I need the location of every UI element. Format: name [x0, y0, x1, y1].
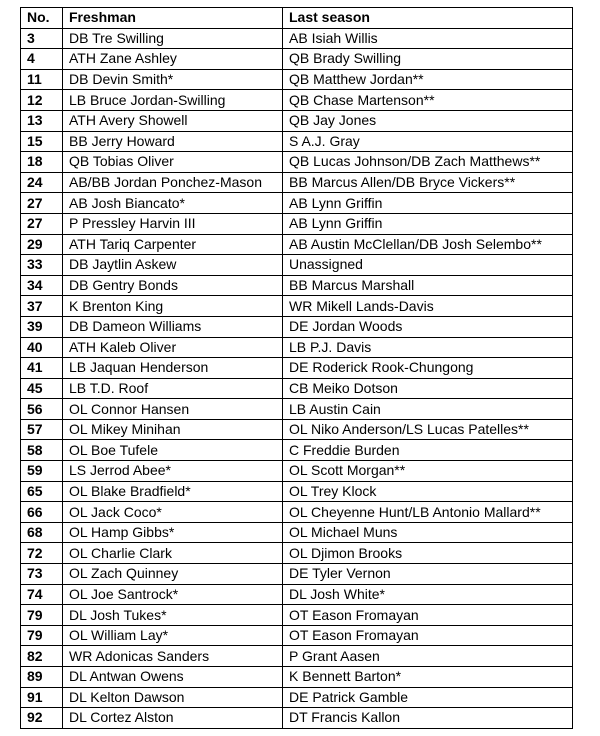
last-season-cell: DL Josh White* [283, 584, 573, 605]
jersey-number-cell: 57 [21, 419, 63, 440]
last-season-cell: CB Meiko Dotson [283, 378, 573, 399]
freshman-cell: LB Jaquan Henderson [63, 358, 283, 379]
freshman-cell: DB Jaytlin Askew [63, 255, 283, 276]
last-season-cell: OL Cheyenne Hunt/LB Antonio Mallard** [283, 502, 573, 523]
last-season-cell: LB P.J. Davis [283, 337, 573, 358]
freshman-cell: ATH Zane Ashley [63, 49, 283, 70]
last-season-cell: QB Chase Martenson** [283, 90, 573, 111]
jersey-number-cell: 73 [21, 564, 63, 585]
table-row [21, 625, 573, 646]
last-season-cell: AB Isiah Willis [283, 28, 573, 49]
table-row [21, 646, 573, 667]
freshman-cell: WR Adonicas Sanders [63, 646, 283, 667]
table-row [21, 440, 573, 461]
last-season-cell: BB Marcus Allen/DB Bryce Vickers** [283, 172, 573, 193]
last-season-cell: OL Scott Morgan** [283, 461, 573, 482]
table-row [21, 110, 573, 131]
jersey-number-cell: 66 [21, 502, 63, 523]
jersey-number-cell: 65 [21, 481, 63, 502]
freshman-cell: LB T.D. Roof [63, 378, 283, 399]
header-freshman: Freshman [63, 8, 283, 29]
last-season-cell: OL Djimon Brooks [283, 543, 573, 564]
last-season-cell: DE Patrick Gamble [283, 687, 573, 708]
last-season-cell: S A.J. Gray [283, 131, 573, 152]
freshman-cell: ATH Avery Showell [63, 110, 283, 131]
freshman-cell: OL Zach Quinney [63, 564, 283, 585]
last-season-cell: OT Eason Fromayan [283, 605, 573, 626]
freshman-cell: AB/BB Jordan Ponchez-Mason [63, 172, 283, 193]
freshman-cell: DB Devin Smith* [63, 69, 283, 90]
table-row [21, 461, 573, 482]
table-row [21, 708, 573, 729]
last-season-cell: QB Jay Jones [283, 110, 573, 131]
table-row [21, 399, 573, 420]
table-body [21, 28, 573, 728]
table-row [21, 358, 573, 379]
freshman-cell: P Pressley Harvin III [63, 213, 283, 234]
table-row [21, 90, 573, 111]
jersey-number-cell: 58 [21, 440, 63, 461]
table-row [21, 275, 573, 296]
last-season-cell: OL Michael Muns [283, 522, 573, 543]
last-season-cell: OT Eason Fromayan [283, 625, 573, 646]
last-season-cell: DE Tyler Vernon [283, 564, 573, 585]
jersey-number-cell: 33 [21, 255, 63, 276]
table-row [21, 49, 573, 70]
jersey-number-cell: 92 [21, 708, 63, 729]
last-season-cell: C Freddie Burden [283, 440, 573, 461]
last-season-cell: P Grant Aasen [283, 646, 573, 667]
freshman-cell: OL William Lay* [63, 625, 283, 646]
jersey-number-cell: 79 [21, 625, 63, 646]
freshman-cell: DL Cortez Alston [63, 708, 283, 729]
table-row [21, 522, 573, 543]
jersey-number-cell: 82 [21, 646, 63, 667]
jersey-number-cell: 79 [21, 605, 63, 626]
freshman-cell: OL Hamp Gibbs* [63, 522, 283, 543]
jersey-number-cell: 39 [21, 316, 63, 337]
freshman-cell: LS Jerrod Abee* [63, 461, 283, 482]
freshman-cell: OL Connor Hansen [63, 399, 283, 420]
table-row [21, 564, 573, 585]
last-season-cell: Unassigned [283, 255, 573, 276]
freshman-cell: OL Jack Coco* [63, 502, 283, 523]
freshman-cell: BB Jerry Howard [63, 131, 283, 152]
freshman-cell: DB Gentry Bonds [63, 275, 283, 296]
last-season-cell: AB Austin McClellan/DB Josh Selembo** [283, 234, 573, 255]
freshman-cell: DB Tre Swilling [63, 28, 283, 49]
freshman-cell: DL Kelton Dawson [63, 687, 283, 708]
freshman-cell: OL Boe Tufele [63, 440, 283, 461]
jersey-number-cell: 27 [21, 213, 63, 234]
last-season-cell: DE Jordan Woods [283, 316, 573, 337]
table-row [21, 255, 573, 276]
jersey-number-cell: 34 [21, 275, 63, 296]
table-row [21, 502, 573, 523]
header-no: No. [21, 8, 63, 29]
table-row [21, 193, 573, 214]
jersey-number-cell: 91 [21, 687, 63, 708]
last-season-cell: QB Lucas Johnson/DB Zach Matthews** [283, 152, 573, 173]
freshman-cell: OL Joe Santrock* [63, 584, 283, 605]
freshman-cell: OL Charlie Clark [63, 543, 283, 564]
last-season-cell: LB Austin Cain [283, 399, 573, 420]
freshman-cell: QB Tobias Oliver [63, 152, 283, 173]
table-row [21, 481, 573, 502]
freshman-cell: DB Dameon Williams [63, 316, 283, 337]
table-row [21, 605, 573, 626]
table-row [21, 337, 573, 358]
table-row [21, 316, 573, 337]
jersey-number-cell: 40 [21, 337, 63, 358]
roster-table [20, 7, 573, 729]
table-row [21, 378, 573, 399]
table-row [21, 234, 573, 255]
jersey-number-cell: 12 [21, 90, 63, 111]
freshman-cell: OL Blake Bradfield* [63, 481, 283, 502]
last-season-cell: DT Francis Kallon [283, 708, 573, 729]
jersey-number-cell: 29 [21, 234, 63, 255]
table-row [21, 687, 573, 708]
last-season-cell: K Bennett Barton* [283, 667, 573, 688]
jersey-number-cell: 74 [21, 584, 63, 605]
table-row [21, 213, 573, 234]
jersey-number-cell: 45 [21, 378, 63, 399]
table-row [21, 419, 573, 440]
last-season-cell: OL Niko Anderson/LS Lucas Patelles** [283, 419, 573, 440]
jersey-number-cell: 13 [21, 110, 63, 131]
jersey-number-cell: 56 [21, 399, 63, 420]
roster-table-container [20, 7, 573, 729]
table-row [21, 152, 573, 173]
freshman-cell: LB Bruce Jordan-Swilling [63, 90, 283, 111]
freshman-cell: ATH Kaleb Oliver [63, 337, 283, 358]
last-season-cell: WR Mikell Lands-Davis [283, 296, 573, 317]
jersey-number-cell: 15 [21, 131, 63, 152]
header-last-season: Last season [283, 8, 573, 29]
jersey-number-cell: 27 [21, 193, 63, 214]
table-row [21, 131, 573, 152]
table-row [21, 543, 573, 564]
table-row [21, 172, 573, 193]
last-season-cell: AB Lynn Griffin [283, 213, 573, 234]
freshman-cell: OL Mikey Minihan [63, 419, 283, 440]
jersey-number-cell: 11 [21, 69, 63, 90]
table-row [21, 296, 573, 317]
last-season-cell: BB Marcus Marshall [283, 275, 573, 296]
jersey-number-cell: 72 [21, 543, 63, 564]
last-season-cell: DE Roderick Rook-Chungong [283, 358, 573, 379]
jersey-number-cell: 41 [21, 358, 63, 379]
table-row [21, 69, 573, 90]
freshman-cell: K Brenton King [63, 296, 283, 317]
last-season-cell: QB Brady Swilling [283, 49, 573, 70]
freshman-cell: DL Josh Tukes* [63, 605, 283, 626]
freshman-cell: AB Josh Biancato* [63, 193, 283, 214]
jersey-number-cell: 18 [21, 152, 63, 173]
jersey-number-cell: 59 [21, 461, 63, 482]
jersey-number-cell: 4 [21, 49, 63, 70]
jersey-number-cell: 3 [21, 28, 63, 49]
jersey-number-cell: 24 [21, 172, 63, 193]
jersey-number-cell: 68 [21, 522, 63, 543]
table-row [21, 584, 573, 605]
jersey-number-cell: 37 [21, 296, 63, 317]
header-row [21, 8, 573, 29]
last-season-cell: QB Matthew Jordan** [283, 69, 573, 90]
jersey-number-cell: 89 [21, 667, 63, 688]
last-season-cell: AB Lynn Griffin [283, 193, 573, 214]
freshman-cell: ATH Tariq Carpenter [63, 234, 283, 255]
table-row [21, 28, 573, 49]
last-season-cell: OL Trey Klock [283, 481, 573, 502]
freshman-cell: DL Antwan Owens [63, 667, 283, 688]
table-row [21, 667, 573, 688]
